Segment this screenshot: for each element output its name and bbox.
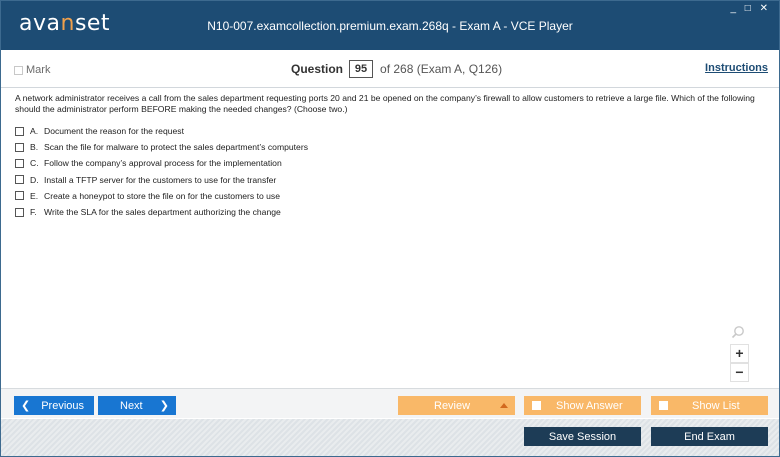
- chevron-right-icon: ❯: [159, 400, 169, 412]
- option-text: Follow the company’s approval process for the implementation: [44, 158, 282, 169]
- instructions-link[interactable]: Instructions: [705, 62, 768, 74]
- magnifier-icon: [731, 325, 745, 339]
- question-number-field[interactable]: 95: [349, 60, 373, 78]
- question-indicator: [291, 60, 502, 78]
- next-label: Next: [120, 399, 143, 412]
- option-text: Install a TFTP server for the customers to use for the transfer: [44, 174, 277, 185]
- previous-label: Previous: [41, 399, 85, 412]
- option-text: Document the reason for the request: [44, 126, 184, 137]
- mark-checkbox-box[interactable]: [14, 66, 23, 75]
- question-content: [1, 89, 779, 387]
- review-button[interactable]: [398, 396, 515, 415]
- show-answer-button[interactable]: [524, 396, 641, 415]
- show-list-button[interactable]: [651, 396, 768, 415]
- option-letter: C.: [30, 158, 39, 169]
- previous-button[interactable]: [14, 396, 94, 415]
- chevron-left-icon: ❮: [21, 400, 31, 412]
- next-button[interactable]: [98, 396, 176, 415]
- show-list-label: Show List: [692, 399, 740, 412]
- question-toolbar: [1, 50, 779, 88]
- mark-checkbox[interactable]: [14, 64, 50, 76]
- option-letter: E.: [30, 190, 39, 201]
- maximize-icon[interactable]: □: [744, 3, 754, 14]
- checkbox-icon[interactable]: [15, 191, 24, 200]
- zoom-in-button[interactable]: +: [730, 344, 749, 363]
- navigation-bar: [1, 388, 779, 418]
- checkbox-icon: [532, 401, 541, 410]
- window-title: N10-007.examcollection.premium.exam.268q - Exam A - VCE Player: [207, 19, 573, 33]
- minimize-icon[interactable]: _: [730, 3, 739, 14]
- checkbox-icon: [659, 401, 668, 410]
- triangle-up-icon: [500, 403, 508, 408]
- option-letter: F.: [30, 207, 37, 218]
- option-letter: A.: [30, 126, 39, 137]
- checkbox-icon[interactable]: [15, 127, 24, 136]
- show-answer-label: Show Answer: [556, 399, 623, 412]
- checkbox-icon[interactable]: [15, 175, 24, 184]
- mark-label: Mark: [26, 64, 51, 76]
- zoom-out-button[interactable]: −: [730, 363, 749, 382]
- question-count: of 268 (Exam A, Q126): [380, 62, 503, 76]
- option-letter: D.: [30, 174, 39, 185]
- save-session-button[interactable]: Save Session: [524, 427, 641, 446]
- option-letter: B.: [30, 142, 39, 153]
- option-text: Create a honeypot to store the file on for the customers to use: [44, 190, 280, 201]
- footer-bar: [1, 419, 779, 456]
- checkbox-icon[interactable]: [15, 143, 24, 152]
- close-icon[interactable]: ✕: [759, 3, 771, 14]
- option-text: Scan the file for malware to protect the sales department’s computers: [44, 142, 308, 153]
- window-controls: [730, 3, 771, 14]
- question-text: A network administrator receives a call from the sales department requesting ports 20 and 21 be opened on the company’s firewall to allow customers to retrieve a large file. Which of the following should the administrator perform BEFORE making the needed changes? (Choose two.): [15, 93, 755, 114]
- option-c[interactable]: [15, 155, 765, 171]
- question-label: Question: [291, 62, 344, 76]
- answer-options: [15, 123, 765, 220]
- review-label: Review: [434, 399, 471, 412]
- option-text: Write the SLA for the sales department authorizing the change: [44, 207, 281, 218]
- option-b[interactable]: [15, 139, 765, 155]
- checkbox-icon[interactable]: [15, 208, 24, 217]
- option-d[interactable]: [15, 172, 765, 188]
- option-a[interactable]: [15, 123, 765, 139]
- option-e[interactable]: [15, 188, 765, 204]
- option-f[interactable]: [15, 204, 765, 220]
- avanset-logo: avanset: [19, 11, 111, 36]
- title-bar: [1, 1, 779, 50]
- end-exam-button[interactable]: End Exam: [651, 427, 768, 446]
- checkbox-icon[interactable]: [15, 159, 24, 168]
